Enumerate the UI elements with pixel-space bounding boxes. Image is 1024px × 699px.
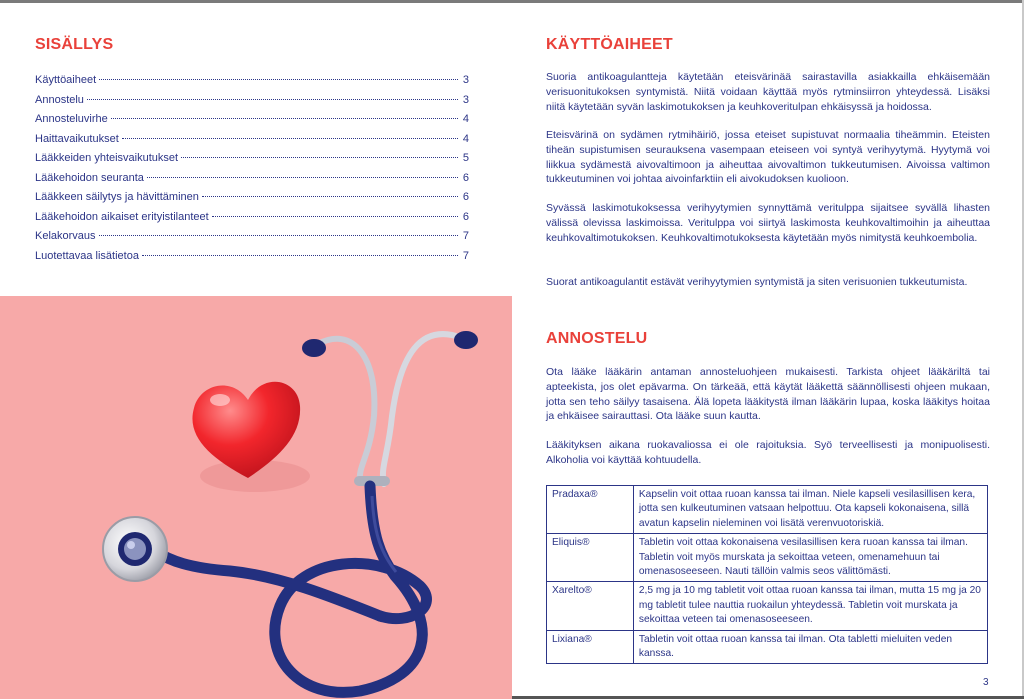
toc-item-label: Annostelu (35, 93, 84, 106)
page-number: 3 (983, 677, 989, 688)
toc-item[interactable] (35, 152, 469, 172)
toc-leader-dots (202, 196, 458, 197)
page-top-border (0, 0, 1024, 3)
toc-leader-dots (99, 79, 458, 80)
toc-leader-dots (181, 157, 458, 158)
toc-leader-dots (111, 118, 458, 119)
toc-item[interactable] (35, 74, 469, 94)
indications-paragraph: Suorat antikoagulantit estävät verihyytymien syntymistä ja siten verisuonien tukkeutumista. (546, 276, 968, 288)
toc-leader-dots (87, 99, 458, 100)
dosage-paragraph: Lääkityksen aikana ruokavaliossa ei ole rajoituksia. Syö terveellisesti ja monipuolisesti. Alkoholia voi käyttää kohtuudella. (546, 439, 990, 466)
toc-item[interactable] (35, 133, 469, 153)
toc-item-page: 6 (462, 171, 469, 184)
indications-heading: KÄYTTÖAIHEET (546, 36, 673, 53)
toc-item-page: 5 (462, 152, 469, 164)
toc-list (35, 74, 469, 269)
drug-name-cell: Lixiana® (547, 630, 634, 664)
drug-name-cell: Eliquis® (547, 534, 634, 582)
toc-item-page: 4 (462, 132, 469, 145)
toc-item[interactable] (35, 94, 469, 114)
drug-instruction-cell: 2,5 mg ja 10 mg tabletit voit ottaa ruoan kanssa tai ilman, mutta 15 mg ja 20 mg tabletit tulee nauttia ruokailun yhteydessä. Tabletin voit murskata ja sekoittaa veteen tai omenasoseeseen. (633, 582, 987, 630)
drug-instruction-cell: Tabletin voit ottaa ruoan kanssa tai ilman. Ota tabletti mieluiten veden kanssa. (633, 630, 987, 664)
dosage-paragraph: Ota lääke lääkärin antaman annosteluohjeen mukaisesti. Tarkista ohjeet lääkäriltä tai apteekista, jos olet epävarma. On tärkeää, että käytät lääkettä säännöllisesti ohjeen mukaan, jotta sen teho säilyy tasaisena. Älä lopeta lääkitystä ilman lääkärin lupaa, koska lääkitys hoitaa ja ehkäisee sairauttasi. Ota lääke suun kautta. (546, 366, 990, 423)
indications-paragraph: Eteisvärinä on sydämen rytmihäiriö, jossa eteiset supistuvat normaalia tiheämmin. Eteisten tiheän supistumisen seurauksena vasempaan eteiseen voi syntyä verihyytymä. Hyytymä voi liikkua sydämestä aivovaltimoon ja aiheuttaa aivovaltimon tukkeutumisen. Aivoissa valtimon tukkeutuminen voi johtaa aivoinfarktiin eli aivokudoksen kuolioon. (546, 129, 990, 186)
toc-item[interactable] (35, 211, 469, 231)
toc-item-page: 6 (462, 191, 469, 203)
toc-item-page: 4 (462, 113, 469, 125)
toc-item-page: 6 (462, 210, 469, 223)
toc-leader-dots (212, 216, 458, 217)
toc-leader-dots (122, 138, 458, 139)
toc-item[interactable] (35, 113, 469, 133)
toc-leader-dots (142, 255, 458, 256)
drug-instructions-table (546, 485, 988, 664)
toc-item[interactable] (35, 172, 469, 192)
toc-item[interactable] (35, 230, 469, 250)
drug-name-cell: Xarelto® (547, 582, 634, 630)
toc-leader-dots (147, 177, 458, 178)
toc-item-page: 3 (462, 74, 469, 86)
drug-name-cell: Pradaxa® (547, 486, 634, 534)
indications-paragraph: Suoria antikoagulantteja käytetään eteisvärinää sairastavilla asiakkailla ehkäisemään verisuonitukoksen syntymistä. Niitä voidaan käyttää myös rytminsiirron yhteydessä. Lisäksi niitä käytetään syvän laskimotukoksen ja keuhkoveritulpan ehkäisyssä ja hoidossa. (546, 71, 990, 113)
table-row (547, 582, 988, 630)
toc-item[interactable] (35, 250, 469, 270)
drug-instruction-cell: Kapselin voit ottaa ruoan kanssa tai ilman. Niele kapseli vesilasillisen kera, jotta sen kulkeutuminen vatsaan helpottuu. Ota kapseli kokonaisena, sillä avatun kapselin nieleminen voi lisätä verenvuotoriskiä. (633, 486, 987, 534)
heart-stethoscope-photo (0, 296, 512, 699)
indications-paragraph: Syvässä laskimotukoksessa verihyytymien synnyttämä veritulppa sijaitsee syvällä lihasten välissä olevissa laskimoissa. Veritulppa voi siirtyä laskimosta keuhkovaltimoihin ja aiheuttaa keuhkovaltimotukoksen. Keuhkovaltimotukoksesta käytetään myös nimitystä keuhkoembolia. (546, 202, 990, 244)
table-row (547, 486, 988, 534)
toc-leader-dots (99, 235, 458, 236)
toc-item-label: Annosteluvirhe (35, 113, 108, 125)
toc-item-page: 7 (462, 230, 469, 242)
toc-item-page: 7 (462, 249, 469, 262)
drug-instruction-cell: Tabletin voit ottaa kokonaisena vesilasillisen kera ruoan kanssa tai ilman. Tabletin voit myös murskata ja sekoittaa veteen, omenamehuun tai omenasoseeseen. Nauti tällöin valmis seos välittömästi. (633, 534, 987, 582)
toc-title: SISÄLLYS (35, 36, 114, 53)
toc-item[interactable] (35, 191, 469, 211)
toc-item-label: Lääkehoidon aikaiset erityistilanteet (35, 210, 209, 223)
toc-item-label: Lääkehoidon seuranta (35, 171, 144, 184)
toc-item-label: Lääkkeen säilytys ja hävittäminen (35, 191, 199, 203)
toc-item-label: Haittavaikutukset (35, 132, 119, 145)
toc-item-label: Lääkkeiden yhteisvaikutukset (35, 152, 179, 164)
toc-item-label: Kelakorvaus (35, 230, 96, 242)
dosage-heading: ANNOSTELU (546, 330, 648, 347)
table-row (547, 630, 988, 664)
table-row (547, 534, 988, 582)
toc-item-label: Käyttöaiheet (35, 74, 97, 86)
toc-item-label: Luotettavaa lisätietoa (35, 249, 139, 262)
toc-item-page: 3 (462, 93, 469, 106)
